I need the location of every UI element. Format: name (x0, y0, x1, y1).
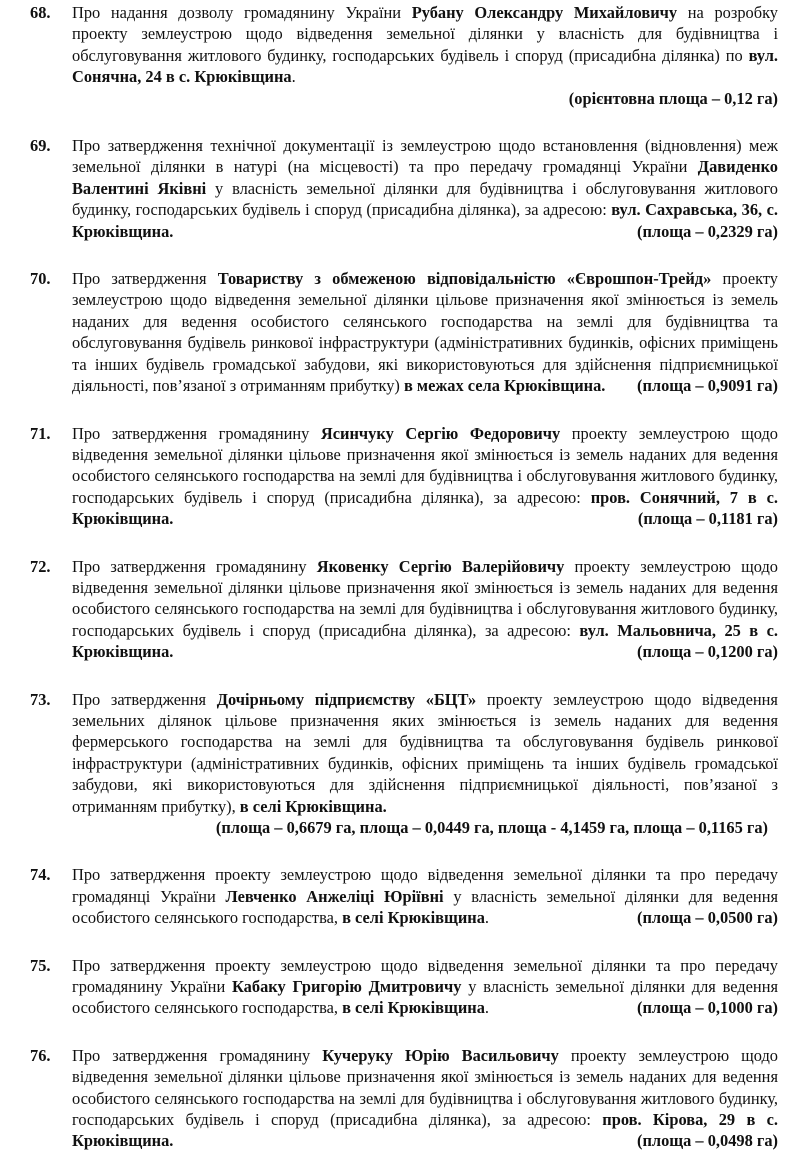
company-name: Дочірньому підприємству «БЦТ» (216, 689, 477, 709)
person-name: Левченко Анжеліці Юріївні (225, 886, 444, 906)
area-value: (площа – 0,2329 га) (637, 221, 778, 241)
area-value: (площа – 0,0500 га) (637, 908, 778, 928)
address: вул. Сонячна, 24 в с. Крюківщина (72, 45, 778, 87)
item-number: 69. (30, 136, 51, 156)
company-name: Товариству з обмеженою відповідальністю «Єврошпон-Трейд» (217, 269, 712, 289)
address: в межах села Крюківщина. (403, 376, 606, 396)
person-name: Давиденко Валентині Яківні (72, 157, 778, 198)
item-number: 73. (30, 689, 51, 709)
item-text: Про затвердження Товариству з обмеженою відповідальністю «Єврошпон-Трейд» проекту землеустрою щодо відведення земельної ділянки цільове призначення якої змінюється із земель наданих для ведення особистого селянського господарства на землі для будівництва та обслуговування будівель ринкової інфраструктури (адміністративних будинків, офісних приміщень та інших будівель громадської забудови, які використовуються для здійснення підприємницької діяльності, пов’язаної з отриманням прибутку) в межах села Крюківщина. (площа – 0,9091 га) (72, 269, 779, 396)
decision-item-72 (30, 556, 778, 663)
area-value: (площа – 0,1000 га) (637, 998, 778, 1018)
item-text: Про затвердження проекту землеустрою щодо відведення земельної ділянки та про передачу громадянці України Левченко Анжеліці Юріївні у власність земельної ділянки для ведення особистого селянського господарства, в селі Крюківщина. (площа – 0,0500 га) (72, 865, 779, 928)
item-text: Про затвердження проекту землеустрою щодо відведення земельної ділянки та про передачу громадянину України Кабаку Григорію Дмитровичу у власність земельної ділянки для ведення особистого селянського господарства, в селі Крюківщина. (площа – 0,1000 га) (72, 955, 779, 1018)
address: вул. Мальовнича, 25 в с. Крюківщина. (72, 620, 778, 662)
decision-item-70 (30, 268, 778, 396)
item-number: 72. (30, 556, 51, 576)
area-value: (площа – 0,9091 га) (637, 376, 778, 396)
item-text: Про затвердження технічної документації із землеустрою щодо встановлення (відновлення) меж земельної ділянки в натурі (на місцевості) та про передачу громадянці України Давиденко Валентині Яківні у власність земельної ділянки для будівництва і обслуговування житлового будинку, господарських будівель і споруд (присадибна ділянка), за адресою: вул. Сахравська, 36, с. Крюківщина. (площа – 0,2329 га) (72, 136, 778, 241)
area-value: (площа – 0,0498 га) (637, 1131, 778, 1151)
item-text: Про надання дозволу громадянину України Рубану Олександру Михайловичу на розробку проекту землеустрою щодо відведення земельної ділянки у власність для будівництва і обслуговування житлового будинку, господарських будівель і споруд (присадибна ділянка) по вул. Сонячна, 24 в с. Крюківщина. (72, 3, 778, 87)
person-name: Ясинчуку Сергію Федоровичу (320, 423, 561, 443)
decision-item-74 (30, 864, 778, 928)
decision-item-68 (30, 2, 778, 109)
address: вул. Сахравська, 36, с. Крюківщина. (72, 200, 778, 241)
item-text: Про затвердження громадянину Кучеруку Юрію Васильовичу проекту землеустрою щодо відведення земельної ділянки цільове призначення якої змінюється із земель наданих для ведення особистого селянського господарства на землі для будівництва і обслуговування житлового будинку, господарських будівель і споруд (присадибна ділянка), за адресою: пров. Кірова, 29 в с. Крюківщина. (площа – 0,0498 га) (72, 1045, 778, 1151)
item-text: Про затвердження громадянину Яковенку Сергію Валерійовичу проекту землеустрою щодо відведення земельної ділянки цільове призначення якої змінюється із земель наданих для ведення особистого селянського господарства на землі для будівництва і обслуговування житлового будинку, господарських будівель і споруд (присадибна ділянка), за адресою: вул. Мальовнича, 25 в с. Крюківщина. (площа – 0,1200 га) (72, 556, 779, 662)
decision-item-73 (30, 689, 778, 839)
area-value: (площа – 0,6679 га, площа – 0,0449 га, площа - 4,1459 га, площа – 0,1165 га) (215, 818, 768, 837)
person-name: Кабаку Григорію Дмитровичу (232, 977, 462, 997)
address: в селі Крюківщина. (239, 796, 387, 816)
item-text: Про затвердження Дочірньому підприємству «БЦТ» проекту землеустрою щодо відведення земельних ділянок цільове призначення яких змінюється із земель наданих для ведення фермерського господарства на землі для будівництва та обслуговування будівель ринкової інфраструктури (адміністративних будинків, офісних приміщень та інших будівель громадської забудови, які використовуються для здійснення підприємницької діяльності, пов’язаної з отриманням прибутку), в селі Крюківщина. (72, 689, 778, 816)
item-number: 74. (30, 865, 51, 885)
item-number: 71. (30, 423, 51, 443)
item-text: Про затвердження громадянину Ясинчуку Сергію Федоровичу проекту землеустрою щодо відведення земельної ділянки цільове призначення якої змінюється із земель наданих для ведення особистого селянського господарства на землі для будівництва і обслуговування житлового будинку, господарських будівель і споруд (присадибна ділянка), за адресою: пров. Сонячний, 7 в с. Крюківщина. (площа – 0,1181 га) (72, 423, 778, 529)
item-number: 68. (30, 3, 51, 22)
decision-item-69 (30, 135, 778, 242)
area-value: (площа – 0,1181 га) (637, 509, 778, 529)
item-number: 75. (30, 955, 51, 975)
item-number: 70. (30, 269, 51, 289)
address: в селі Крюківщина (342, 908, 485, 928)
area-value: (орієнтовна площа – 0,12 га) (568, 88, 778, 108)
person-name: Кучеруку Юрію Васильовичу (322, 1045, 559, 1065)
address: пров. Сонячний, 7 в с. Крюківщина. (72, 487, 778, 529)
address: пров. Кірова, 29 в с. Крюківщина. (72, 1110, 778, 1151)
person-name: Рубану Олександру Михайловичу (411, 3, 678, 22)
area-value: (площа – 0,1200 га) (637, 642, 778, 662)
person-name: Яковенку Сергію Валерійовичу (316, 556, 565, 576)
decision-item-71 (30, 423, 778, 530)
address: в селі Крюківщина (342, 998, 485, 1018)
decision-item-75 (30, 955, 778, 1019)
decision-item-76 (30, 1045, 778, 1152)
item-number: 76. (30, 1045, 51, 1065)
